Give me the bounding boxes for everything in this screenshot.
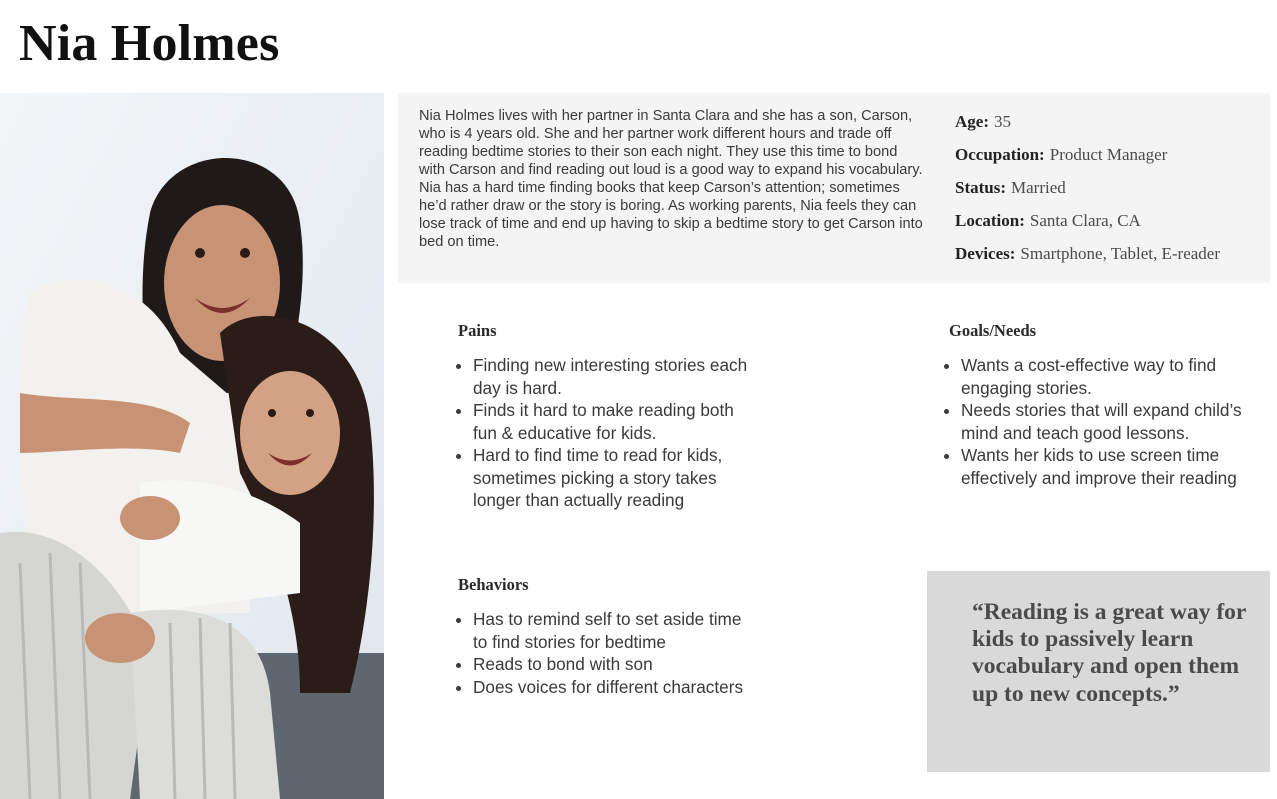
bio-text: Nia Holmes lives with her partner in Santa Clara and she has a son, Carson, who is 4 years old. She and her partner work different hours and trade off reading bedtime stories to their son each night. They use this time to bond with Carson and find reading out loud is a good way to expand his vocabulary. Nia has a hard time finding books that keep Carson’s attention; sometimes he’d rather draw or the story is boring. As working parents, Nia feels they can lose track of time and end up having to skip a bedtime story to get Carson into bed on time. — [419, 108, 923, 250]
behaviors-title: Behaviors — [458, 575, 529, 594]
goals-title: Goals/Needs — [949, 321, 1037, 340]
pains-title: Pains — [458, 321, 497, 340]
list-item: • Hard to find time to read for kids, sometimes picking a story takes longer than actually reading — [473, 444, 758, 512]
stat-status — [955, 175, 1220, 208]
bio-panel — [398, 93, 1270, 283]
persona-photo — [0, 93, 384, 799]
stat-devices — [955, 241, 1220, 274]
quote-text: “Reading is a great way for kids to passively learn vocabulary and open them up to new concepts.” — [972, 599, 1246, 707]
pains-section — [458, 321, 758, 512]
list-item: • Has to remind self to set aside time to find stories for bedtime — [473, 608, 758, 653]
stat-label: Occupation: — [955, 145, 1045, 164]
stat-location — [955, 208, 1220, 241]
stat-label: Devices: — [955, 244, 1016, 263]
list-item: • Finds it hard to make reading both fun & educative for kids. — [473, 399, 758, 444]
behaviors-section — [458, 575, 758, 698]
quote-box — [927, 571, 1270, 772]
stat-value: Santa Clara, CA — [1029, 211, 1141, 230]
stat-label: Status: — [955, 178, 1007, 197]
persona-name: Nia Holmes — [19, 15, 280, 72]
stat-value: Product Manager — [1049, 145, 1168, 164]
list-item: • Needs stories that will expand child’s mind and teach good lessons. — [961, 399, 1244, 444]
stat-age — [955, 109, 1220, 142]
list-item: • Wants her kids to use screen time effectively and improve their reading — [961, 444, 1244, 489]
list-item: • Finding new interesting stories each day is hard. — [473, 354, 758, 399]
stat-value: Smartphone, Tablet, E-reader — [1020, 244, 1221, 263]
stats-list — [955, 109, 1220, 274]
pains-list — [458, 354, 758, 512]
behaviors-list — [458, 608, 758, 698]
stat-value: Married — [1011, 178, 1066, 197]
goals-list — [949, 354, 1244, 489]
stat-occupation — [955, 142, 1220, 175]
list-item: • Does voices for different characters — [473, 676, 758, 699]
list-item: • Wants a cost-effective way to find engaging stories. — [961, 354, 1244, 399]
stat-label: Age: — [955, 112, 989, 131]
stat-label: Location: — [955, 211, 1025, 230]
list-item: • Reads to bond with son — [473, 653, 758, 676]
stat-value: 35 — [993, 112, 1011, 131]
goals-section — [949, 321, 1244, 489]
mother-daughter-photo-illustration — [0, 93, 384, 799]
